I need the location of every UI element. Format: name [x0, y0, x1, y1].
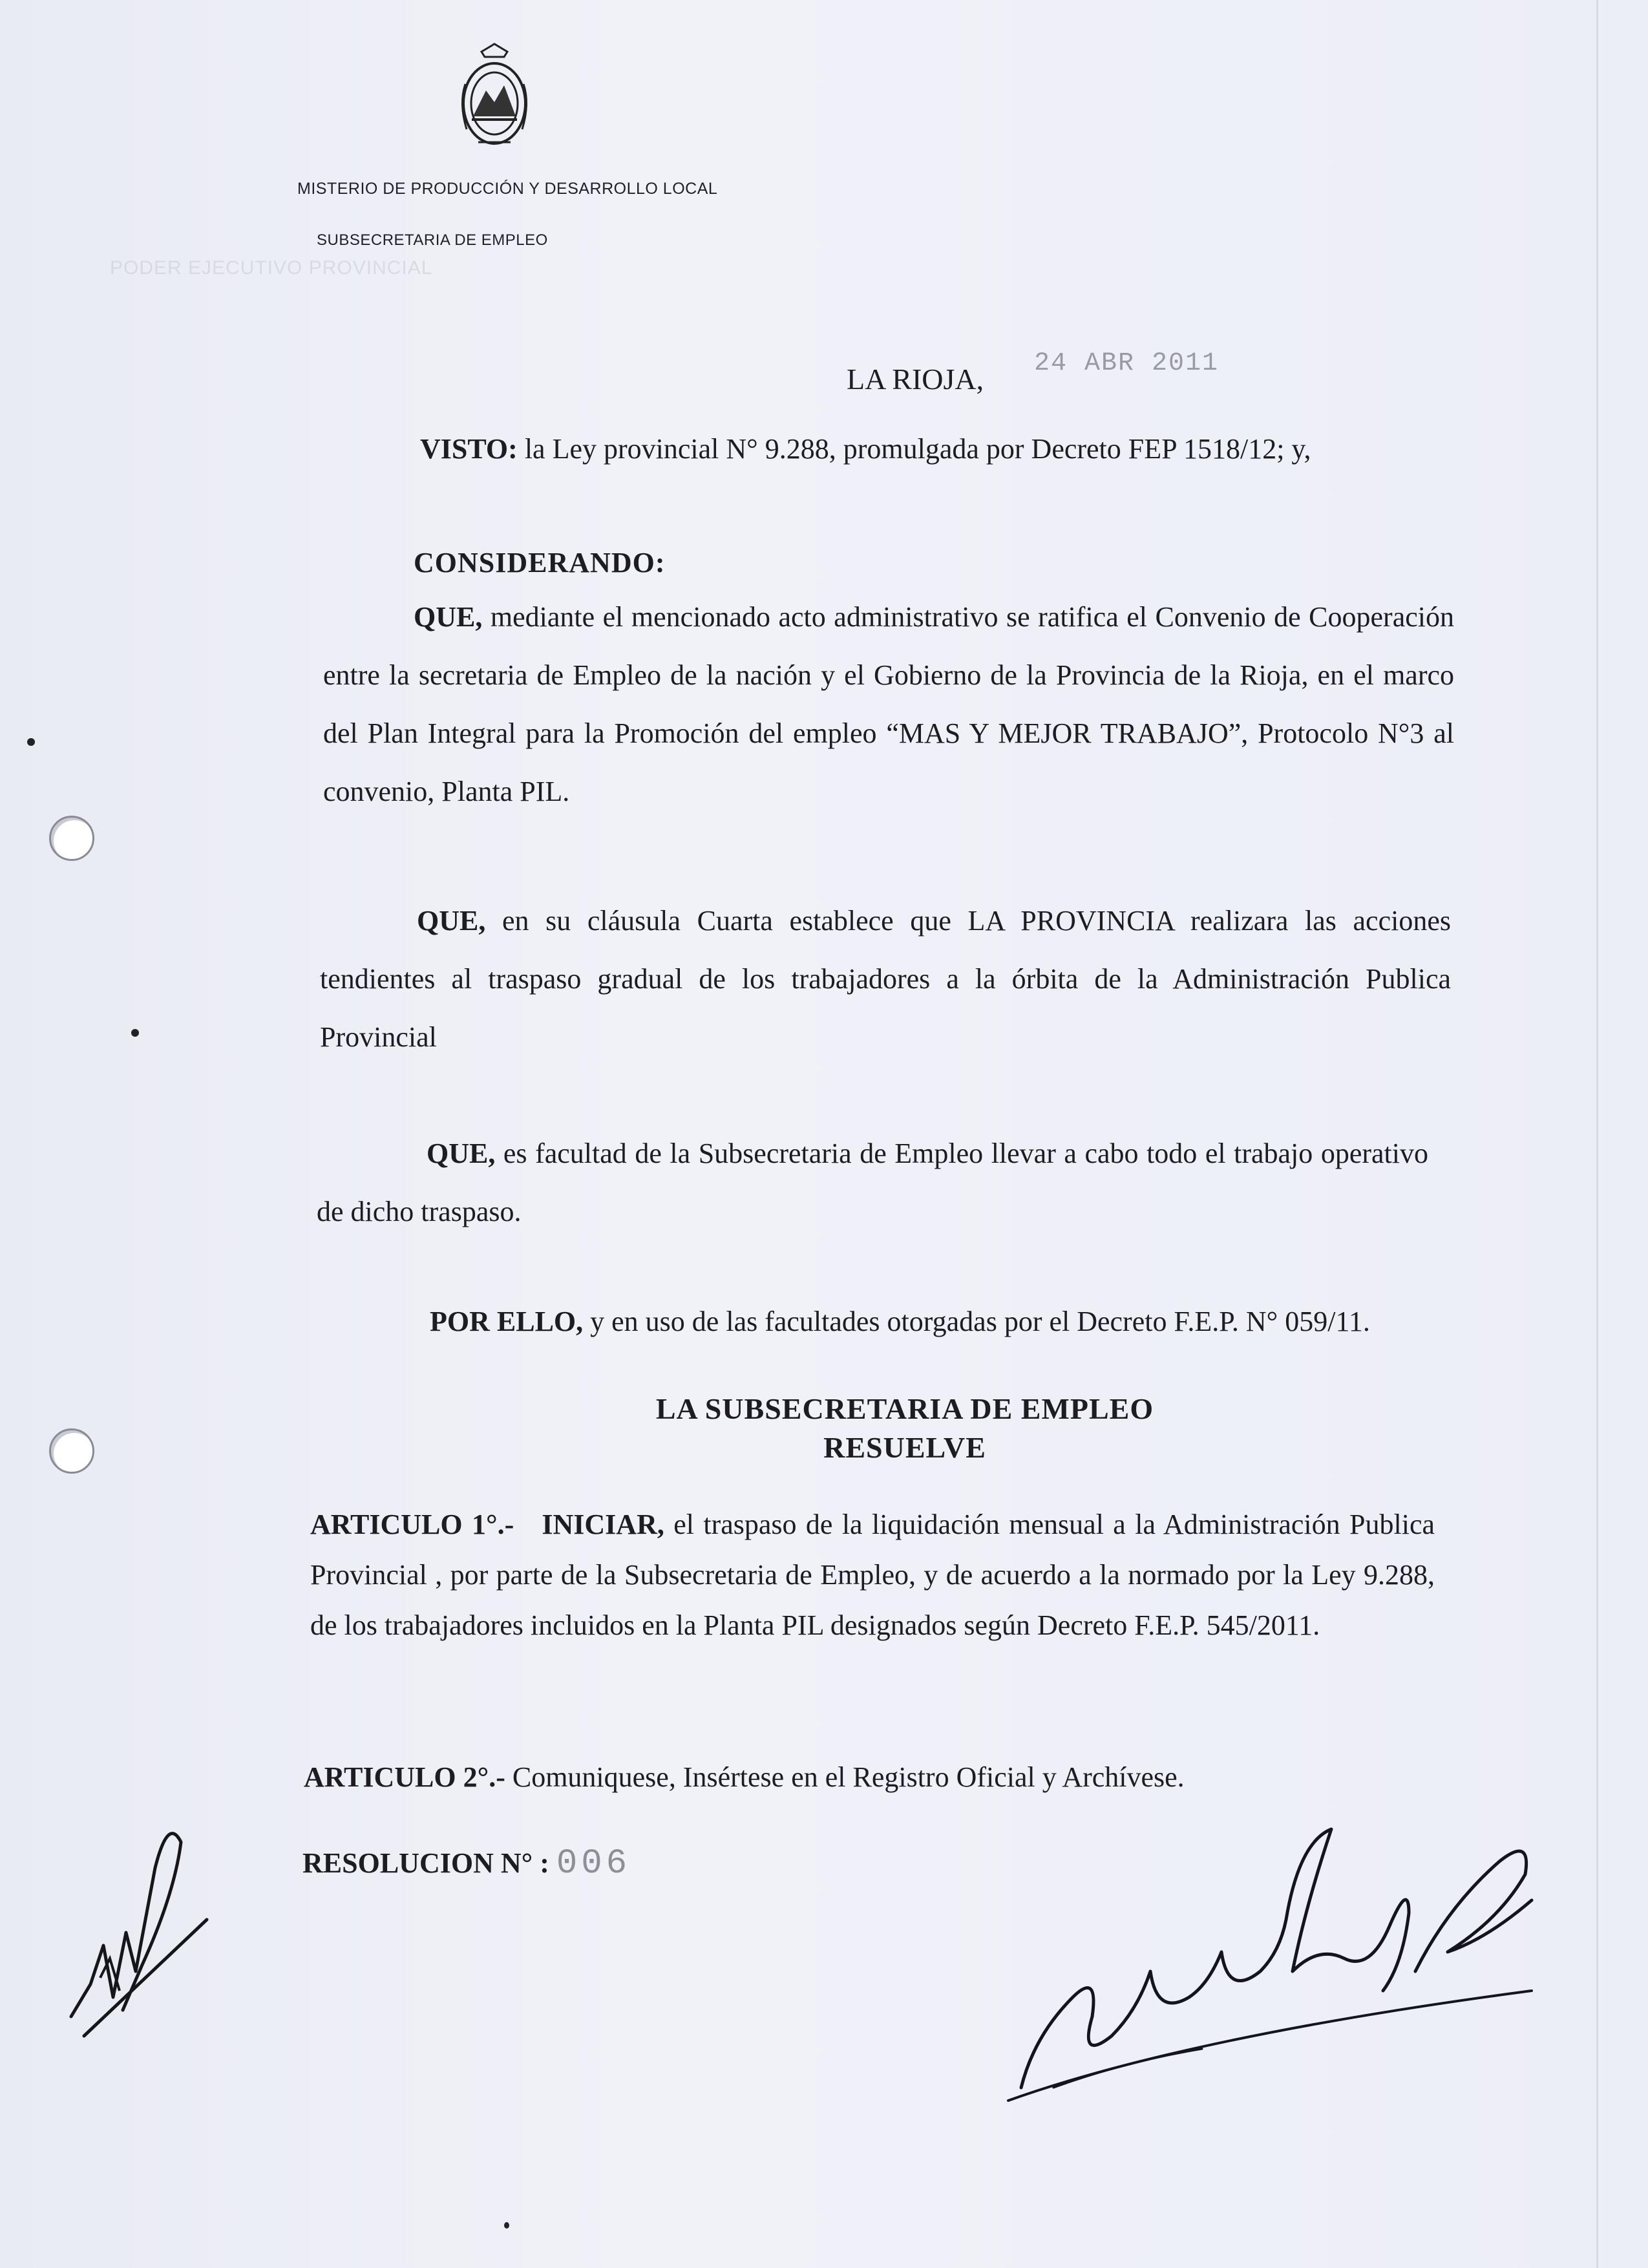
- bleed-through-header: PODER EJECUTIVO PROVINCIAL: [110, 257, 433, 279]
- page-edge: [1596, 0, 1598, 2268]
- ink-dot: [27, 738, 35, 746]
- visto-text: la Ley provincial N° 9.288, promulgada por Decreto FEP 1518/12; y,: [517, 433, 1311, 465]
- resolution-heading-line2: RESUELVE: [823, 1431, 986, 1464]
- articulo-1-text: el traspaso de la liquidación mensual a la Administración Publica Provincial , por parte de la Subsecretaria de Empleo, y de acuerdo a la normado por la Ley 9.288, de los trabajadores incluidos en la Planta PIL designados según Decreto F.E.P. 545/2011.: [310, 1509, 1435, 1641]
- ink-mark: [504, 2222, 509, 2229]
- considerando-text-1: mediante el mencionado acto administrativo se ratifica el Convenio de Cooperación entre la secretaria de Empleo de la nación y el Gobierno de la Provincia de la Rioja, en el marco del Plan Integral para la Promoción del empleo “MAS Y MEJOR TRABAJO”, Protocolo N°3 al convenio, Planta PIL.: [323, 601, 1454, 807]
- punch-hole-top: [49, 816, 94, 861]
- que-label: QUE,: [417, 905, 486, 937]
- por-ello-paragraph: [313, 1293, 1438, 1351]
- provincial-crest-icon: [452, 39, 536, 155]
- ink-dot: [131, 1029, 139, 1037]
- por-ello-text: y en uso de las facultades otorgadas por el Decreto F.E.P. N° 059/11.: [583, 1306, 1370, 1337]
- date-stamp: 24 ABR 2011: [1034, 349, 1220, 378]
- articulo-1-label: ARTICULO 1°.-: [310, 1509, 514, 1540]
- official-signature: [995, 1803, 1551, 2114]
- articulo-2-label: ARTICULO 2°.-: [304, 1761, 505, 1793]
- considerando-text-3: es facultad de la Subsecretaria de Empleo llevar a cabo todo el trabajo operativo de dicho traspaso.: [317, 1138, 1428, 1227]
- visto-label: VISTO:: [420, 433, 518, 465]
- por-ello-label: POR ELLO,: [430, 1306, 584, 1337]
- que-label: QUE,: [427, 1138, 496, 1169]
- considerando-heading: CONSIDERANDO:: [414, 547, 666, 578]
- articulo-1-verb: INICIAR,: [542, 1509, 664, 1540]
- considerando-item-3: [317, 1125, 1428, 1241]
- que-label: QUE,: [414, 601, 483, 633]
- articulo-1: [310, 1500, 1435, 1651]
- punch-hole-bottom: [49, 1428, 94, 1474]
- articulo-2: [304, 1748, 1467, 1807]
- resolution-heading-line1: LA SUBSECRETARIA DE EMPLEO: [655, 1392, 1154, 1425]
- ministry-name: MISTERIO DE PRODUCCIÓN Y DESARROLLO LOCAL: [297, 180, 718, 198]
- resolucion-number: 006: [556, 1844, 631, 1883]
- subsecretaria-header: SUBSECRETARIA DE EMPLEO: [317, 231, 548, 249]
- resolucion-number-line: [302, 1834, 884, 1893]
- considerando-item-1: [323, 588, 1454, 821]
- considerando-text-2: en su cláusula Cuarta establece que LA PROVINCIA realizara las acciones tendientes al traspaso gradual de los trabajadores a la órbita de la Administración Publica Provincial: [320, 905, 1451, 1053]
- initials-signature: [65, 1803, 220, 2042]
- date-city: LA RIOJA,: [847, 363, 984, 396]
- articulo-2-text: Comuniquese, Insértese en el Registro Oficial y Archívese.: [505, 1761, 1185, 1793]
- resolucion-label: RESOLUCION N° :: [302, 1847, 549, 1879]
- visto-paragraph: [330, 420, 1461, 478]
- resolution-heading: [582, 1390, 1228, 1467]
- considerando-item-2: [320, 892, 1451, 1066]
